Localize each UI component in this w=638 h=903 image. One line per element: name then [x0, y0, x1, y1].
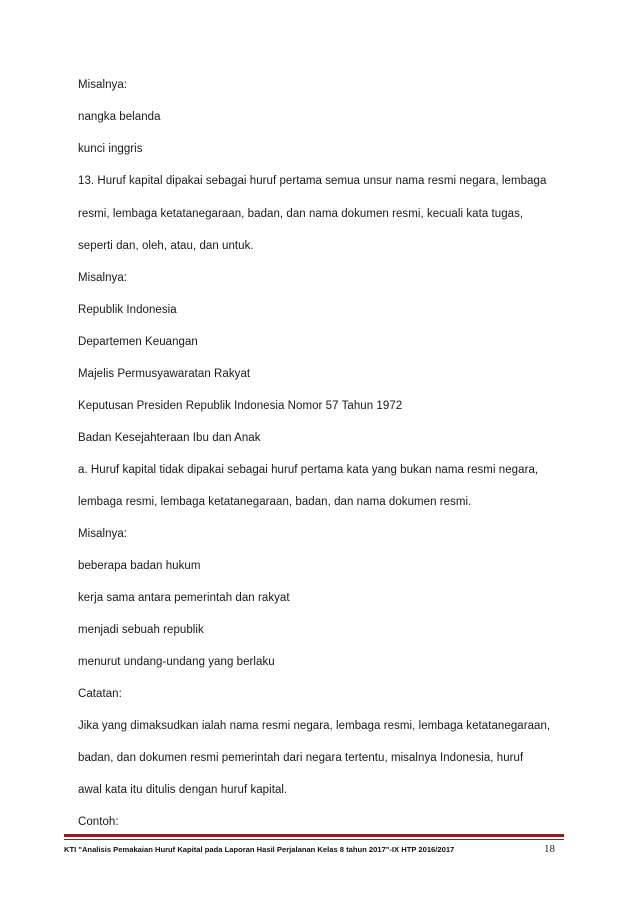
text-line: Keputusan Presiden Republik Indonesia Nomor 57 Tahun 1972 — [78, 400, 403, 412]
text-line: Misalnya: — [78, 528, 128, 540]
text-line: 13. Huruf kapital dipakai sebagai huruf pertama semua unsur nama resmi negara, lembaga — [78, 175, 547, 187]
text-line: Jika yang dimaksudkan ialah nama resmi negara, lembaga resmi, lembaga ketatanegaraan, — [78, 720, 551, 732]
text-line: Catatan: — [78, 688, 122, 700]
text-line: nangka belanda — [78, 111, 161, 123]
text-line: Republik Indonesia — [78, 304, 177, 316]
text-line: kunci inggris — [78, 143, 143, 155]
text-line: Misalnya: — [78, 272, 128, 284]
text-line: Badan Kesejahteraan Ibu dan Anak — [78, 432, 261, 444]
footer-rule — [64, 834, 564, 837]
text-line: badan, dan dokumen resmi pemerintah dari negara tertentu, misalnya Indonesia, huruf — [78, 752, 524, 764]
footer-caption: KTI "Analisis Pemakaian Huruf Kapital pada Laporan Hasil Perjalanan Kelas 8 tahun 2017"-IX HTP 2016/2017 — [64, 845, 455, 854]
text-line: awal kata itu ditulis dengan huruf kapital. — [78, 784, 288, 796]
text-line: seperti dan, oleh, atau, dan untuk. — [78, 240, 254, 252]
text-line: Departemen Keuangan — [78, 336, 198, 348]
text-line: resmi, lembaga ketatanegaraan, badan, dan nama dokumen resmi, kecuali kata tugas, — [78, 208, 524, 220]
text-line: menurut undang-undang yang berlaku — [78, 656, 275, 668]
page-number: 18 — [544, 843, 555, 855]
text-line: menjadi sebuah republik — [78, 624, 204, 636]
text-line: lembaga resmi, lembaga ketatanegaraan, badan, dan nama dokumen resmi. — [78, 496, 472, 508]
text-line: Misalnya: — [78, 79, 128, 91]
text-line: a. Huruf kapital tidak dipakai sebagai huruf pertama kata yang bukan nama resmi negara, — [78, 464, 539, 476]
text-line: kerja sama antara pemerintah dan rakyat — [78, 592, 290, 604]
footer-rule-thin — [64, 839, 564, 840]
text-line: Contoh: — [78, 816, 119, 828]
text-line: Majelis Permusyawaratan Rakyat — [78, 368, 251, 380]
text-line: beberapa badan hukum — [78, 560, 201, 572]
